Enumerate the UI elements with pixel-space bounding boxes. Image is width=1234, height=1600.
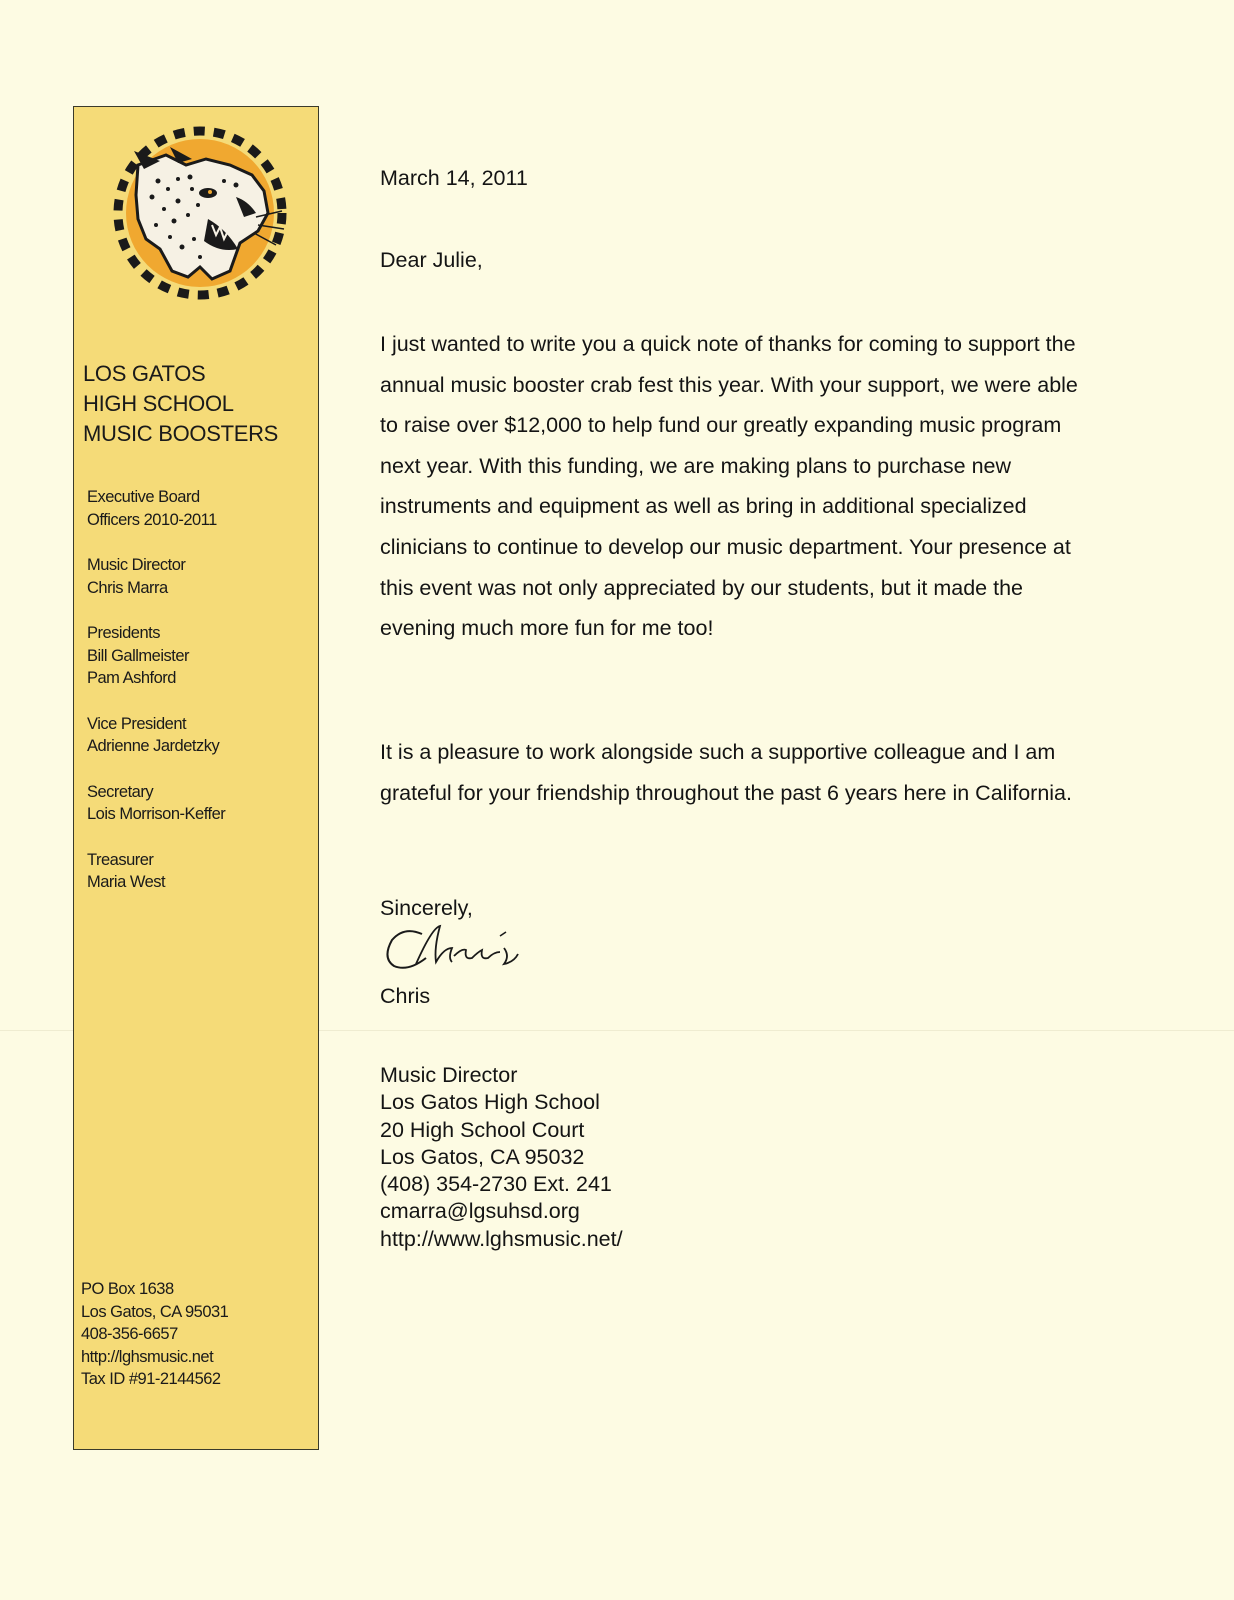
contact-phone: 408-356-6657 (81, 1325, 178, 1343)
board-group (87, 554, 225, 599)
board-member: Bill Gallmeister (87, 646, 190, 665)
org-name (83, 359, 278, 449)
signature-block (380, 1062, 623, 1253)
contact-website-link[interactable]: http://lghsmusic.net (81, 1347, 214, 1366)
board-title: Music Director (87, 556, 186, 574)
board-member: Lois Morrison-Keffer (87, 805, 226, 823)
board-member: Adrienne Jardetzky (87, 737, 220, 755)
board-title: Treasurer (87, 850, 154, 869)
board-group (87, 713, 225, 758)
signer-name: Chris (380, 984, 431, 1008)
booster-contact-info (81, 1278, 228, 1391)
board-group (87, 622, 225, 690)
org-name-line: HIGH SCHOOL (83, 391, 234, 416)
contact-po-box: PO Box 1638 (81, 1280, 174, 1298)
signer-website-link[interactable]: http://www.lghsmusic.net/ (380, 1226, 623, 1251)
signer-email-link[interactable]: cmarra@lgsuhsd.org (380, 1199, 580, 1224)
board-group (87, 849, 225, 894)
signer-street: 20 High School Court (380, 1117, 585, 1142)
board-group (87, 781, 225, 826)
board-title: Vice President (87, 714, 187, 733)
signer-school: Los Gatos High School (380, 1090, 600, 1115)
letterhead-sidebar (73, 106, 319, 1450)
org-name-line: MUSIC BOOSTERS (83, 421, 279, 446)
board-member: Pam Ashford (87, 669, 176, 687)
board-member: Chris Marra (87, 578, 168, 597)
letter-paragraph: It is a pleasure to work alongside such a supportive colleague and I am grateful for your friendship throughout the past 6 years here in California. (380, 740, 1072, 805)
board-title: Secretary (87, 782, 154, 801)
board-member: Maria West (87, 873, 166, 891)
handwritten-signature (382, 918, 532, 980)
board-title: Executive Board (87, 488, 200, 506)
letter-paragraph: I just wanted to write you a quick note of thanks for coming to support the annual music booster crab fest this year. With your support, we were able to raise over $12,000 to help fund our greatly expanding music program next year. With this funding, we are making plans to purchase new instruments and equipment as well as bring in additional specialized clinicians to continue to develop our music department. Your presence at this event was not only appreciated by our students, but it made the evening much more fun for me too! (380, 332, 1078, 641)
board-member: Officers 2010-2011 (87, 510, 217, 529)
signer-phone: (408) 354-2730 Ext. 241 (380, 1172, 612, 1197)
signer-city: Los Gatos, CA 95032 (380, 1144, 585, 1169)
signer-title: Music Director (380, 1063, 518, 1087)
contact-tax-id: Tax ID #91-2144562 (81, 1370, 221, 1388)
board-title: Presidents (87, 624, 160, 642)
board-officers-list (87, 486, 225, 917)
letter-date: March 14, 2011 (380, 166, 528, 190)
org-name-line: LOS GATOS (83, 361, 206, 386)
contact-city: Los Gatos, CA 95031 (81, 1302, 229, 1321)
board-group (87, 486, 225, 531)
salutation: Dear Julie, (380, 248, 483, 272)
wildcat-mascot-logo (108, 121, 292, 305)
closing: Sincerely, (380, 896, 473, 920)
